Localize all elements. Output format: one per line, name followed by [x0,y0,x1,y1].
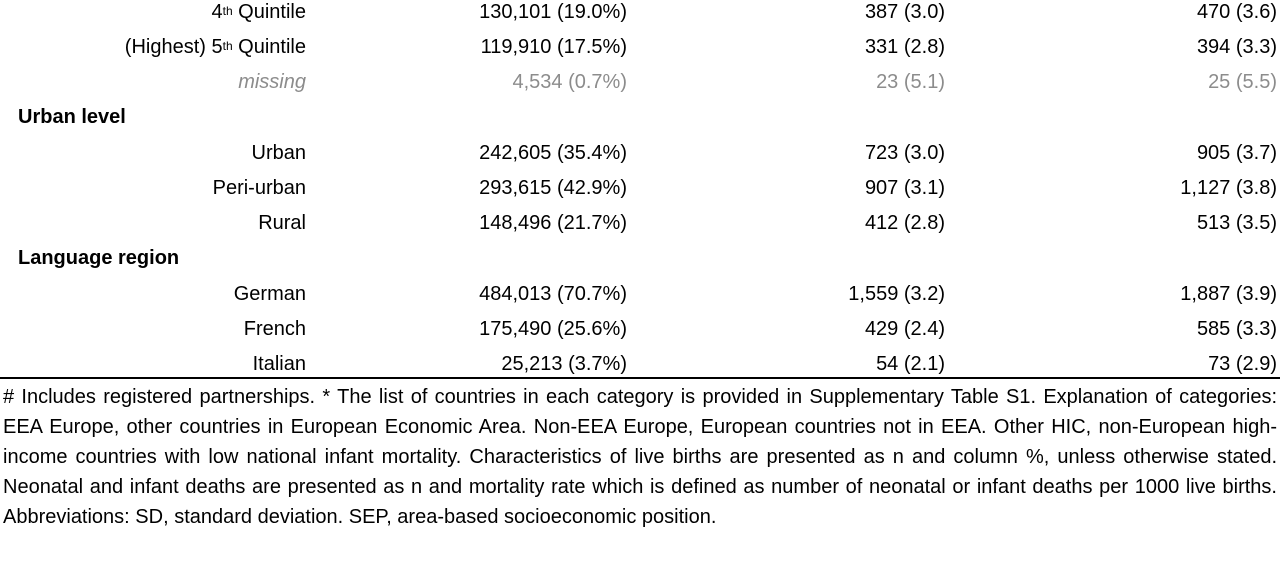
live-births-cell: 119,910 (17.5%) [480,36,627,58]
section-header-urban-level [0,105,1280,140]
neonatal-deaths-cell: 907 (3.1) [864,177,945,199]
infant-deaths-cell: 905 (3.7) [1196,142,1277,164]
infant-deaths-cell: 25 (5.5) [1208,71,1277,93]
live-births-cell: 293,615 (42.9%) [479,177,627,199]
live-births-cell: 484,013 (70.7%) [479,283,627,305]
table-footnote [3,382,1277,532]
row-label: German [233,283,306,305]
footnote-text: # Includes registered partnerships. * The list of countries in each category is provided in Supplementary Table S1. Explanation of categories: EEA Europe, other countries in European Economic Area. Non-EEA Europe, European countries not in EEA. Other HIC, non-European high-income countries with low national infant mortality. Characteristics of live births are presented as n and column %, unless otherwise stated. Neonatal and infant deaths are presented as n and mortality rate which is defined as number of neonatal or infant deaths per 1000 live births. Abbreviations: SD, standard deviation. SEP, area-based socioeconomic position. [3,386,1277,528]
table-row-urban [0,141,1280,176]
neonatal-deaths-cell: 429 (2.4) [864,318,945,340]
live-births-cell: 130,101 (19.0%) [479,1,627,23]
section-title: Urban level [18,106,126,128]
table-row-german [0,282,1280,317]
table-row-missing [0,70,1280,105]
neonatal-deaths-cell: 387 (3.0) [864,1,945,23]
row-label: 4th Quintile [211,1,306,23]
neonatal-deaths-cell: 23 (5.1) [876,71,945,93]
table-row-4th-quintile [0,0,1280,35]
live-births-cell: 148,496 (21.7%) [479,212,627,234]
table-row-peri-urban [0,176,1280,211]
row-label: French [243,318,306,340]
section-header-language-region [0,246,1280,281]
table-row-rural [0,211,1280,246]
table-bottom-rule [0,377,1280,379]
row-label: Italian [252,353,306,375]
row-label: Urban [251,142,306,164]
live-births-cell: 25,213 (3.7%) [501,353,627,375]
row-label: Rural [258,212,306,234]
live-births-cell: 242,605 (35.4%) [479,142,627,164]
neonatal-deaths-cell: 331 (2.8) [864,36,945,58]
table-row-5th-quintile [0,35,1280,70]
live-births-cell: 175,490 (25.6%) [479,318,627,340]
live-births-cell: 4,534 (0.7%) [512,71,627,93]
infant-deaths-cell: 394 (3.3) [1196,36,1277,58]
neonatal-deaths-cell: 1,559 (3.2) [848,283,945,305]
section-title: Language region [18,247,180,269]
row-label: (Highest) 5th Quintile [124,36,306,58]
infant-deaths-cell: 73 (2.9) [1208,353,1277,375]
neonatal-deaths-cell: 54 (2.1) [876,353,945,375]
infant-deaths-cell: 585 (3.3) [1196,318,1277,340]
infant-deaths-cell: 470 (3.6) [1196,1,1277,23]
infant-deaths-cell: 513 (3.5) [1196,212,1277,234]
row-label: missing [238,71,306,93]
infant-deaths-cell: 1,127 (3.8) [1180,177,1277,199]
row-label: Peri-urban [212,177,306,199]
table-row-french [0,317,1280,352]
neonatal-deaths-cell: 412 (2.8) [864,212,945,234]
infant-deaths-cell: 1,887 (3.9) [1180,283,1277,305]
neonatal-deaths-cell: 723 (3.0) [864,142,945,164]
